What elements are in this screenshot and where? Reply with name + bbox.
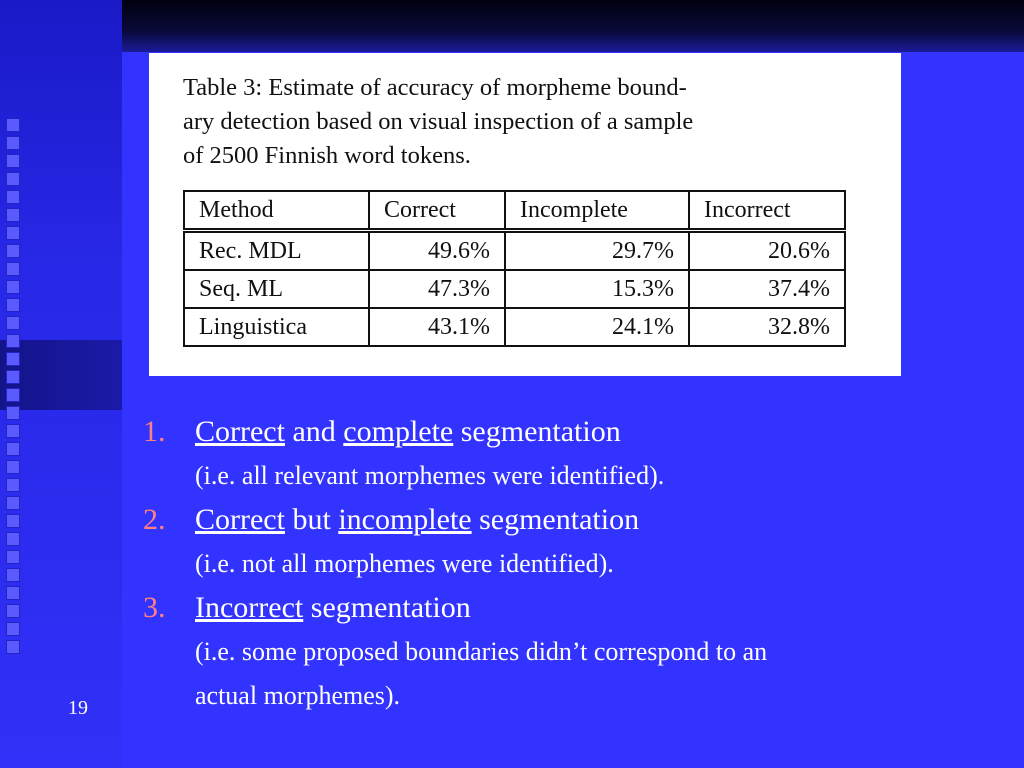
column-header: Incorrect	[689, 191, 845, 231]
decor-square	[6, 478, 20, 492]
list-item-text	[195, 586, 471, 630]
decor-square	[6, 298, 20, 312]
term-rest: segmentation	[310, 591, 471, 624]
term-correct: Correct	[195, 415, 285, 448]
caption-line: of 2500 Finnish word tokens.	[183, 142, 471, 169]
list-note: (i.e. all relevant morphemes were identified).	[195, 461, 665, 490]
decor-squares	[6, 118, 32, 658]
decor-square	[6, 532, 20, 546]
method-cell: Seq. ML	[184, 270, 369, 308]
term-incomplete: incomplete	[338, 503, 472, 536]
value-cell: 49.6%	[369, 231, 505, 271]
decor-square	[6, 550, 20, 564]
value-cell: 37.4%	[689, 270, 845, 308]
list-item	[143, 586, 993, 630]
decor-square	[6, 640, 20, 654]
category-list	[143, 410, 993, 718]
slide-number: 19	[68, 697, 88, 719]
decor-square	[6, 406, 20, 420]
caption-line: Table 3: Estimate of accuracy of morpheme bound-	[183, 74, 687, 101]
list-item	[143, 498, 993, 542]
term-rest: segmentation	[460, 415, 621, 448]
column-header: Method	[184, 191, 369, 231]
decor-square	[6, 190, 20, 204]
decor-square	[6, 604, 20, 618]
value-cell: 32.8%	[689, 308, 845, 346]
decor-square	[6, 586, 20, 600]
decor-square	[6, 370, 20, 384]
decor-square	[6, 334, 20, 348]
table-caption	[183, 71, 883, 173]
decor-square	[6, 226, 20, 240]
term-correct: Correct	[195, 503, 285, 536]
decor-square	[6, 208, 20, 222]
list-note: (i.e. not all morphemes were identified).	[195, 549, 614, 578]
column-header: Correct	[369, 191, 505, 231]
decor-square	[6, 622, 20, 636]
method-cell: Linguistica	[184, 308, 369, 346]
joiner: and	[292, 415, 336, 448]
list-note: (i.e. some proposed boundaries didn’t correspond to an	[195, 637, 768, 666]
value-cell: 29.7%	[505, 231, 689, 271]
decor-square	[6, 442, 20, 456]
value-cell: 15.3%	[505, 270, 689, 308]
decor-square	[6, 280, 20, 294]
list-note: actual morphemes).	[195, 681, 401, 710]
decor-square	[6, 172, 20, 186]
list-item-text	[195, 410, 621, 454]
method-cell: Rec. MDL	[184, 231, 369, 271]
results-table	[183, 190, 846, 347]
value-cell: 47.3%	[369, 270, 505, 308]
column-header: Incomplete	[505, 191, 689, 231]
decor-square	[6, 388, 20, 402]
value-cell: 43.1%	[369, 308, 505, 346]
term-rest: segmentation	[479, 503, 640, 536]
decor-square	[6, 496, 20, 510]
decor-square	[6, 568, 20, 582]
value-cell: 20.6%	[689, 231, 845, 271]
decor-square	[6, 154, 20, 168]
term-complete: complete	[343, 415, 454, 448]
decor-square	[6, 352, 20, 366]
list-item-text	[195, 498, 639, 542]
decor-square	[6, 424, 20, 438]
value-cell: 24.1%	[505, 308, 689, 346]
top-decor-band	[122, 0, 1024, 52]
table-row	[184, 270, 845, 308]
list-number: 2.	[143, 503, 166, 536]
decor-square	[6, 460, 20, 474]
list-item	[143, 410, 993, 454]
table-row	[184, 308, 845, 346]
decor-square	[6, 262, 20, 276]
decor-square	[6, 514, 20, 528]
decor-square	[6, 118, 20, 132]
list-number: 1.	[143, 415, 166, 448]
table-header-row	[184, 191, 845, 231]
decor-square	[6, 244, 20, 258]
decor-square	[6, 136, 20, 150]
decor-square	[6, 316, 20, 330]
table-row	[184, 231, 845, 271]
list-number: 3.	[143, 591, 166, 624]
table-figure	[149, 53, 901, 376]
joiner: but	[292, 503, 331, 536]
caption-line: ary detection based on visual inspection of a sample	[183, 108, 694, 135]
term-incorrect: Incorrect	[195, 591, 304, 624]
